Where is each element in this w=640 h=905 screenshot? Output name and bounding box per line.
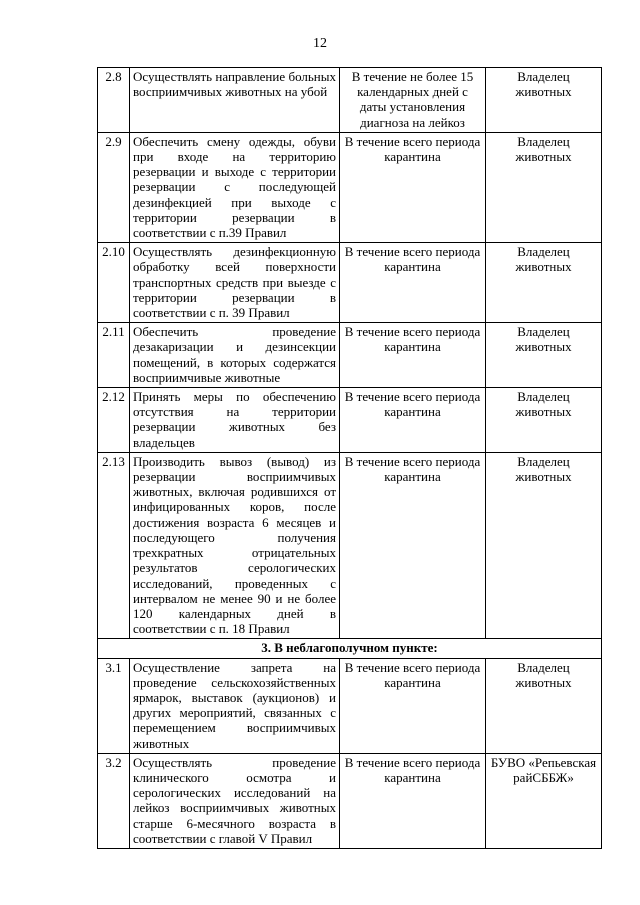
row-number: 3.1 <box>98 658 130 753</box>
row-term: В течение не более 15 календарных дней с даты установления диагноза на лейкоз <box>340 68 486 133</box>
row-responsible: БУВО «Репьевская райСББЖ» <box>486 753 602 848</box>
row-action: Осуществлять проведение клинического осмотра и серологических исследований на лейкоз восприимчивых животных старше 6-месячного возраста в соответствии с главой V Правил <box>130 753 340 848</box>
row-responsible: Владелец животных <box>486 68 602 133</box>
measures-table <box>97 67 602 849</box>
table-row <box>98 753 602 848</box>
row-number: 2.12 <box>98 388 130 453</box>
row-term: В течение всего периода карантина <box>340 753 486 848</box>
row-action: Осуществлять дезинфекционную обработку всей поверхности транспортных средств при выезде с территории резервации в соответствии с п. 39 Правил <box>130 243 340 323</box>
row-number: 2.9 <box>98 132 130 242</box>
row-action: Принять меры по обеспечению отсутствия на территории резервации животных без владельцев <box>130 388 340 453</box>
row-responsible: Владелец животных <box>486 132 602 242</box>
row-number: 2.13 <box>98 452 130 638</box>
table-row <box>98 132 602 242</box>
row-responsible: Владелец животных <box>486 658 602 753</box>
row-term: В течение всего периода карантина <box>340 132 486 242</box>
row-responsible: Владелец животных <box>486 323 602 388</box>
row-number: 2.10 <box>98 243 130 323</box>
table-row <box>98 452 602 638</box>
row-responsible: Владелец животных <box>486 452 602 638</box>
row-action: Производить вывоз (вывод) из резервации восприимчивых животных, включая родившихся от инфицированных коров, после достижения возраста 6 месяцев и последующего получения трехкратных отрицательных результатов серологических исследований, проведенных с интервалом не менее 90 и не более 120 календарных дней в соответствии с п. 18 Правил <box>130 452 340 638</box>
row-term: В течение всего периода карантина <box>340 323 486 388</box>
table-row <box>98 323 602 388</box>
row-number: 3.2 <box>98 753 130 848</box>
row-term: В течение всего периода карантина <box>340 243 486 323</box>
table-row <box>98 243 602 323</box>
row-responsible: Владелец животных <box>486 243 602 323</box>
row-number: 2.11 <box>98 323 130 388</box>
row-responsible: Владелец животных <box>486 388 602 453</box>
row-action: Осуществлять направление больных восприимчивых животных на убой <box>130 68 340 133</box>
row-number: 2.8 <box>98 68 130 133</box>
row-action: Обеспечить смену одежды, обуви при входе на территорию резервации и выходе с территории резервации с последующей дезинфекцией при выходе с территории резервации в соответствии с п.39 Правил <box>130 132 340 242</box>
row-action: Обеспечить проведение дезакаризации и дезинсекции помещений, в которых содержатся восприимчивые животные <box>130 323 340 388</box>
row-action: Осуществление запрета на проведение сельскохозяйственных ярмарок, выставок (аукционов) и других мероприятий, связанных с перемещением восприимчивых животных <box>130 658 340 753</box>
section-title: 3. В неблагополучном пункте: <box>98 639 602 658</box>
table-row <box>98 658 602 753</box>
table-row <box>98 68 602 133</box>
section-row <box>98 639 602 658</box>
row-term: В течение всего периода карантина <box>340 388 486 453</box>
row-term: В течение всего периода карантина <box>340 452 486 638</box>
table-row <box>98 388 602 453</box>
page-number: 12 <box>313 36 327 51</box>
row-term: В течение всего периода карантина <box>340 658 486 753</box>
